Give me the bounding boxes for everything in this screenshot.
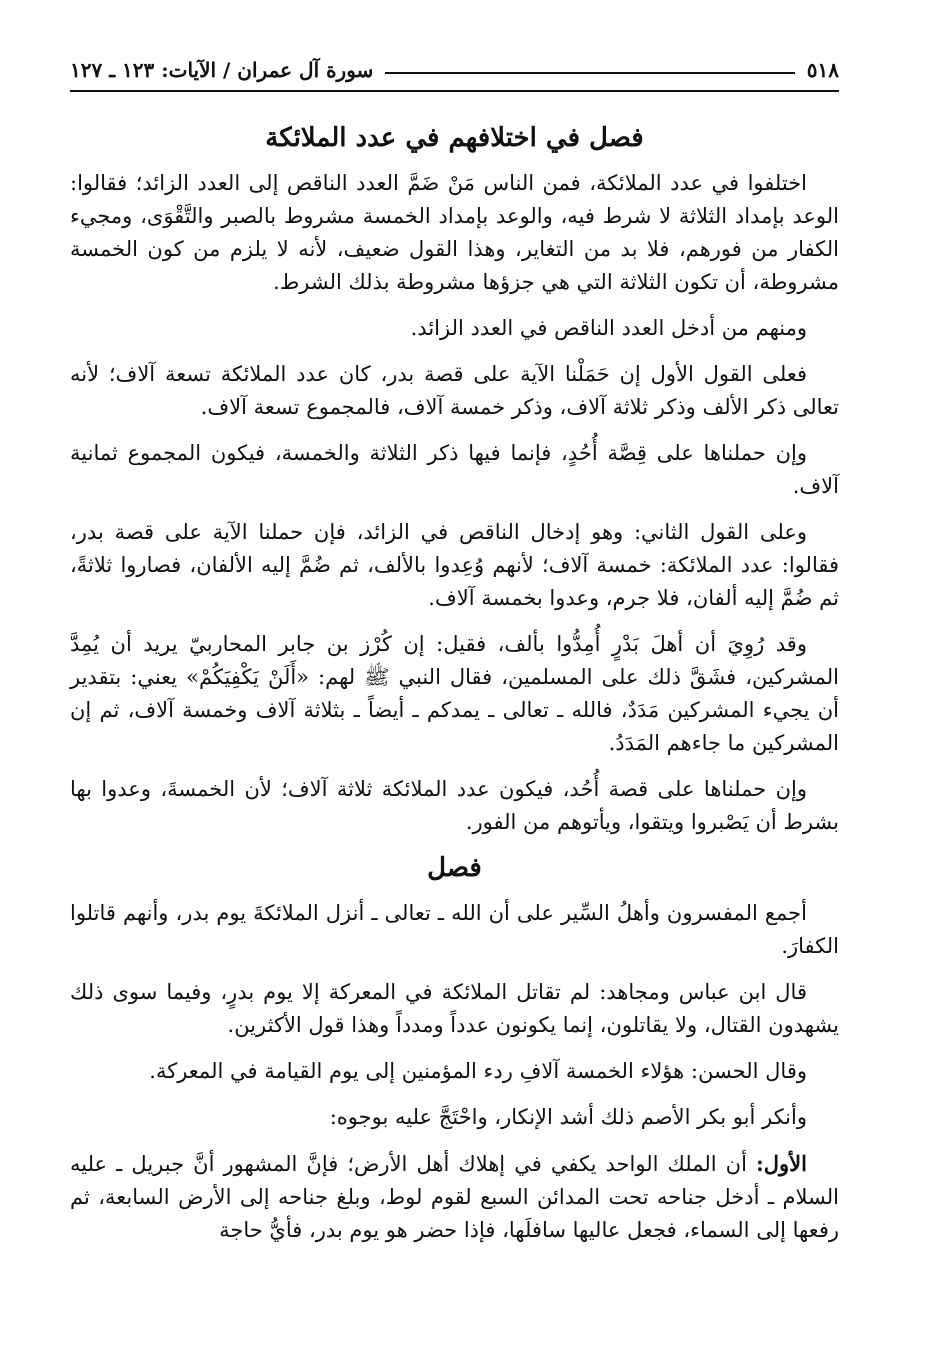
- paragraph: ومنهم من أدخل العدد الناقص في العدد الزائد.: [410, 316, 807, 340]
- paragraph: وإن حملناها على قصة أُحُد، فيكون عدد الملائكة ثلاثة آلاف؛ لأن الخمسةَ، وعدوا بها بشرط أن يَصْبروا ويتقوا، ويأتوهم من الفور.: [70, 777, 839, 834]
- paragraph: وقد رُوِيَ أن أهلَ بَدْرٍ أُمِدُّوا بألف، فقيل: إن كُرْز بن جابر المحاربيّ يريد أن يُمِدَّ المشركين، فشَقَّ ذلك على المسلمين، فقال النبي ﷺ لهم: «أَلَنْ يَكْفِيَكُمْ» يعني: بتقدير أن يجيء المشركين مَدَدٌ، فالله ـ تعالى ـ يمدكم ـ أيضاً ـ بثلاثة آلاف وخمسة آلاف، ثم إن المشركين ما جاءهم المَدَدُ.: [70, 632, 840, 755]
- paragraph: وعلى القول الثاني: وهو إدخال الناقص في الزائد، فإن حملنا الآية على قصة بدر، فقالوا: عدد الملائكة: خمسة آلاف؛ لأنهم وُعِدوا بالألف، ثم ضُمَّ إليه الألفان، فصاروا ثلاثةً، ثم ضُمَّ إليه ألفان، فلا جرم، وعدوا بخمسة آلاف.: [70, 520, 839, 610]
- section-heading: فصل: [427, 853, 482, 883]
- paragraph: أجمع المفسرون وأهلُ السِّير على أن الله ـ تعالى ـ أنزل الملائكةَ يوم بدر، وأنهم قاتلوا الكفارَ.: [70, 901, 839, 958]
- paragraph: قال ابن عباس ومجاهد: لم تقاتل الملائكة في المعركة إلا يوم بدرٍ، وفيما سوى ذلك يشهدون القتال، ولا يقاتلون، إنما يكونون عدداً ومدداً وهذا قول الأكثرين.: [70, 980, 839, 1037]
- header-divider: [70, 90, 839, 92]
- paragraph: اختلفوا في عدد الملائكة، فمن الناس مَنْ ضَمَّ العدد الناقص إلى العدد الزائد؛ فقالوا: الوعد بإمداد الثلاثة لا شرط فيه، والوعد بإمداد الخمسة مشروط بالصبر والتَّقْوَى، ومجيء الكفار من فورهم، فلا بد من التغاير، وهذا القول ضعيف، لأنه لا يلزم من كون الخمسة مشروطة، أن تكون الثلاثة التي هي جزؤها مشروطة بذلك الشرط.: [70, 171, 839, 294]
- paragraph: وقال الحسن: هؤلاء الخمسة آلافِ ردء المؤمنين إلى يوم القيامة في المعركة.: [149, 1059, 807, 1083]
- page-number: ٥١٨: [806, 58, 839, 82]
- header-rule-fill: [385, 72, 794, 74]
- page-body: [70, 118, 839, 1260]
- section-heading: فصل في اختلافهم في عدد الملائكة: [265, 123, 644, 153]
- point-label: الأول:: [756, 1151, 807, 1176]
- paragraph: وإن حملناها على قِصَّة أُحُدٍ، فإنما فيها ذكر الثلاثة والخمسة، فيكون المجموع ثمانية آلاف.: [70, 441, 839, 498]
- running-title: سورة آل عمران / الآيات: ١٢٣ ـ ١٢٧: [70, 58, 374, 82]
- paragraph-last: [70, 1147, 839, 1247]
- page-header: [70, 52, 839, 88]
- paragraph: وأنكر أبو بكر الأصم ذلك أشد الإنكار، واحْتَجَّ عليه بوجوه:: [329, 1105, 807, 1129]
- paragraph-text: أن الملك الواحد يكفي في إهلاك أهل الأرض؛ فإنَّ المشهور أنَّ جبريل ـ عليه السلام ـ أدخل جناحه تحت المدائن السبع لقوم لوط، وبلغ جناحه إلى الأرض السابعة، ثم رفعها إلى السماء، فجعل عاليها سافلَها، فإذا حضر هو يوم بدر، فأيُّ حاجة: [70, 1152, 839, 1242]
- paragraph: فعلى القول الأول إن حَمَلْنا الآية على قصة بدر، كان عدد الملائكة تسعة آلاف؛ لأنه تعالى ذكر الألف وذكر ثلاثة آلاف، وذكر خمسة آلاف، فالمجموع تسعة آلاف.: [70, 362, 839, 419]
